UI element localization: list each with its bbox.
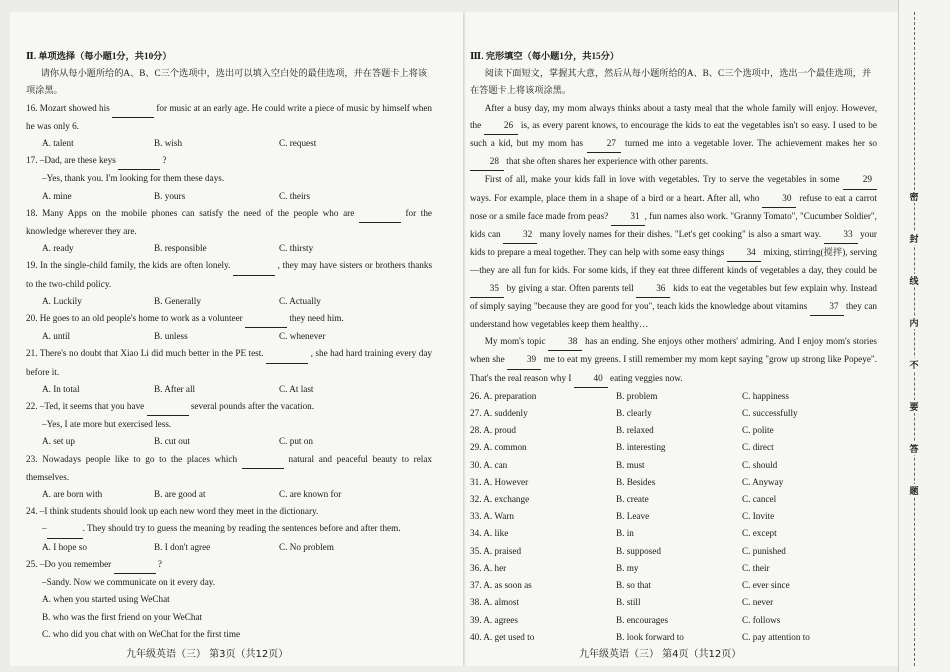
cloze-section <box>470 48 877 646</box>
option-a: A. ready <box>42 243 74 254</box>
option-b: B. cut out <box>154 436 190 447</box>
question-text-before: In the single-child family, the kids are often lonely. <box>40 260 231 271</box>
option-c: C. pay attention to <box>742 631 810 642</box>
option-b: B. must <box>616 459 645 470</box>
option-a: 36. A. her <box>470 562 507 573</box>
option-a: A. I hope so <box>42 541 87 552</box>
cloze-blank: 31 <box>611 208 645 226</box>
question-stem <box>26 152 432 170</box>
option-c: C. whenever <box>279 331 326 342</box>
dialogue-line: –Sandy. Now we communicate on it every day. <box>42 577 216 588</box>
option-a: A. when you started using WeChat <box>42 594 170 605</box>
option-b: B. clearly <box>616 408 652 419</box>
passage-text: by giving a star. Often parents tell <box>504 282 637 293</box>
option-b: B. are good at <box>154 489 206 500</box>
question-item <box>26 451 432 504</box>
question-item <box>26 345 432 398</box>
option-a: A. until <box>42 331 71 342</box>
cloze-blank: 33 <box>824 226 858 244</box>
question-stem <box>26 310 432 328</box>
cloze-blank: 27 <box>587 135 621 153</box>
answer-blank <box>242 451 284 469</box>
option-c: C. thirsty <box>279 243 314 254</box>
options-row <box>26 328 432 345</box>
question-text-after: natural and peaceful beauty to relax themselves. <box>26 453 432 482</box>
answer-blank <box>147 398 189 416</box>
option-c: C. No problem <box>279 541 334 552</box>
option-a: A. In total <box>42 383 80 394</box>
question-item <box>26 152 432 205</box>
question-item <box>26 310 432 345</box>
cloze-option-row <box>470 577 877 594</box>
options-row <box>26 188 432 205</box>
passage-text: me to eat my greens. I still remember my mom kept saying "grow up strong like Popeye". That's the real reason why I <box>470 354 877 383</box>
cloze-blank: 34 <box>727 244 761 262</box>
cloze-option-row <box>470 474 877 491</box>
option-b: B. my <box>616 562 639 573</box>
seal-char: 题 <box>905 484 923 497</box>
passage-text: has an ending. She enjoys other mothers' admiring. And I enjoy mom's stories when she <box>470 336 877 365</box>
cloze-option-row <box>470 422 877 439</box>
question-text-before: Nowadays people like to go to the places which <box>42 453 238 464</box>
option-a: A. set up <box>42 436 75 447</box>
answer-blank <box>47 520 83 538</box>
option-b: B. create <box>616 494 649 505</box>
question-text-before: –Do you remember <box>39 558 112 569</box>
question-stem <box>26 345 432 380</box>
dialogue-line <box>26 520 432 538</box>
answer-blank <box>266 345 308 363</box>
answer-blank <box>233 257 275 275</box>
answer-blank <box>118 152 160 170</box>
option-a: 35. A. praised <box>470 545 522 556</box>
question-item <box>26 398 432 451</box>
question-stem <box>26 205 432 240</box>
question-item <box>26 556 432 643</box>
passage-text: My mom's topic <box>484 336 549 347</box>
option-a: 29. A. common <box>470 442 527 453</box>
option-b: B. look forward to <box>616 631 684 642</box>
option-a: 30. A. can <box>470 459 508 470</box>
option-c: C. Actually <box>279 295 321 306</box>
passage-text: is, as every parent knows, to encourage the kids to eat the vegetables isn't so easy. I used to be such a kid, but my mom has <box>470 119 877 149</box>
option-b: B. so that <box>616 580 651 591</box>
option-c: C. ever since <box>742 580 790 591</box>
options-row <box>26 135 432 152</box>
question-number: 20. <box>26 313 38 324</box>
question-text-after: they need him. <box>289 313 344 324</box>
cloze-option-row <box>470 508 877 525</box>
question-text-before: –Dad, are these keys <box>39 155 116 166</box>
option-c: C. direct <box>742 442 774 453</box>
cloze-blank: 40 <box>574 370 608 388</box>
cloze-blank: 26 <box>484 117 518 135</box>
question-text-before: –I think students should look up each new word they meet in the dictionary. <box>39 506 319 517</box>
cloze-option-row <box>470 388 877 405</box>
option-c: C. their <box>742 562 770 573</box>
passage-text: kids to eat the vegetables but few explain why. Instead of simply saying "because they are good for you", teach kids the knowledge about vitamins <box>470 282 877 311</box>
question-text-before: There's no doubt that Xiao Li did much better in the PE test. <box>39 348 264 359</box>
option-b: B. encourages <box>616 614 669 625</box>
passage-paragraph <box>470 171 877 333</box>
option-b: B. relaxed <box>616 425 654 436</box>
option-b: B. Besides <box>616 476 656 487</box>
question-stem <box>26 398 432 416</box>
cloze-blank: 30 <box>762 190 796 208</box>
cloze-blank: 39 <box>507 351 541 369</box>
question-stem <box>26 451 432 486</box>
option-b: B. unless <box>154 331 188 342</box>
option-c: C. Anyway <box>742 476 784 487</box>
cloze-blank: 28 <box>470 153 504 171</box>
question-text-after: for the knowledge wherever they are. <box>26 207 433 237</box>
option-c: C. happiness <box>742 390 789 401</box>
question-number: 21. <box>26 348 38 359</box>
answer-blank <box>112 100 154 118</box>
option-a: 31. A. However <box>470 476 529 487</box>
seal-char: 答 <box>905 442 923 455</box>
question-text-after: ? <box>157 558 162 569</box>
dialogue-line: –Yes, thank you. I'm looking for them these days. <box>42 173 225 184</box>
passage-text: First of all, make your kids fall in love with vegetables. Try to serve the vegetables in some <box>484 174 843 185</box>
option-c: C. who did you chat with on WeChat for the first time <box>42 628 241 639</box>
option-a: A. are born with <box>42 489 103 500</box>
question-stem <box>26 503 432 520</box>
option-c: C. follows <box>742 614 781 625</box>
option-a: 33. A. Warn <box>470 511 515 522</box>
option-c: C. polite <box>742 425 774 436</box>
option-a: A. Luckily <box>42 295 82 306</box>
question-text-before: Many Apps on the mobile phones can satisfy the need of the people who are <box>42 207 355 218</box>
option-b: B. responsible <box>154 243 207 254</box>
cloze-blank: 32 <box>503 226 537 244</box>
question-number: 16. <box>26 102 38 113</box>
page-footer: 九年级英语（三） 第3页（共12页） <box>126 649 289 660</box>
option-c: C. Invite <box>742 511 775 522</box>
option-c: C. except <box>742 528 777 539</box>
question-stem <box>26 100 432 135</box>
question-item <box>26 205 432 258</box>
section-title: Ⅲ. 完形填空（每小题1分，共15分） <box>470 51 620 61</box>
question-number: 24. <box>26 506 38 517</box>
cloze-option-row <box>470 612 877 629</box>
cloze-option-row <box>470 560 877 577</box>
options-row <box>26 381 432 398</box>
option-a: 34. A. like <box>470 528 509 539</box>
options-row <box>26 293 432 310</box>
answer-blank <box>114 556 156 574</box>
option-b: B. interesting <box>616 442 666 453</box>
question-text-before: Mozart showed his <box>39 102 110 113</box>
seal-char: 不 <box>905 358 923 371</box>
option-b: B. who was the first friend on your WeChat <box>42 611 203 622</box>
cloze-option-row <box>470 594 877 611</box>
option-a: 39. A. agrees <box>470 614 518 625</box>
seal-char: 封 <box>905 232 923 245</box>
question-stem <box>26 257 432 292</box>
passage-paragraph <box>470 333 877 388</box>
options-row <box>26 240 432 257</box>
page-footer: 九年级英语（三） 第4页（共12页） <box>579 649 742 660</box>
option-c: C. punished <box>742 545 786 556</box>
cloze-option-row <box>470 491 877 508</box>
seal-line <box>914 12 915 666</box>
option-c: C. put on <box>279 436 313 447</box>
passage-text: that she often shares her experience with other parents. <box>504 156 709 167</box>
option-a: 40. A. get used to <box>470 631 535 642</box>
passage-text: many lovely names for their dishes. "Let's get cooking" is also a smart way. <box>537 229 824 240</box>
option-a: A. talent <box>42 138 74 149</box>
binding-strip <box>898 0 950 672</box>
dialogue-line: –Yes, I ate more but exercised less. <box>42 419 172 430</box>
passage-paragraph <box>470 100 877 172</box>
option-c: C. At last <box>279 383 314 394</box>
option-b: B. yours <box>154 190 186 201</box>
option-b: B. still <box>616 597 641 608</box>
option-a: A. mine <box>42 190 72 201</box>
cloze-blank: 35 <box>470 280 504 298</box>
option-b: B. supposed <box>616 545 661 556</box>
answer-blank <box>245 310 287 328</box>
passage-text: eating veggies now. <box>607 372 683 383</box>
option-b: B. Leave <box>616 511 650 522</box>
question-number: 23. <box>26 453 38 464</box>
seal-char: 内 <box>905 316 923 329</box>
cloze-blank: 29 <box>843 171 877 189</box>
passage-text: ways. For example, place them in a shape of a bird or a heart. After all, who <box>470 192 763 203</box>
option-c: C. cancel <box>742 494 777 505</box>
option-b: B. problem <box>616 390 658 401</box>
question-item <box>26 100 432 153</box>
dialogue-text: . They should try to guess the meaning by reading the sentences before and after them. <box>82 523 401 534</box>
passage-text: After a busy day, my mom always thinks about a tasty meal that the whole family will enjoy. However, the <box>470 102 877 130</box>
option-c: C. should <box>742 459 778 470</box>
cloze-option-row <box>470 543 877 560</box>
cloze-option-row <box>470 439 877 456</box>
option-a: 32. A. exchange <box>470 494 530 505</box>
option-a: 28. A. proud <box>470 425 516 436</box>
option-a: 27. A. suddenly <box>470 408 528 419</box>
cloze-option-row <box>470 525 877 542</box>
question-text-after: several pounds after the vacation. <box>190 401 315 412</box>
cloze-option-row <box>470 629 877 646</box>
option-a: 26. A. preparation <box>470 390 537 401</box>
answer-blank <box>359 205 401 223</box>
passage-text: mixing, stirring(搅拌), serving—they are all fun for kids. For some kids, if they eat three different kinds of vegetables a day, they could be <box>470 247 877 276</box>
cloze-options <box>470 388 877 646</box>
option-b: B. After all <box>154 383 196 394</box>
option-b: B. in <box>616 528 634 539</box>
question-text-after: , they may have sisters or brothers thanks to the two-child policy. <box>26 260 433 289</box>
seal-char: 要 <box>905 400 923 413</box>
cloze-blank: 38 <box>548 333 582 351</box>
question-text-before: He goes to an old people's home to work as a volunteer <box>39 313 243 324</box>
question-item <box>26 503 432 556</box>
question-text-before: –Ted, it seems that you have <box>39 401 145 412</box>
options-row <box>26 433 432 450</box>
option-c: C. successfully <box>742 408 798 419</box>
passage-text: they can understand how vegetables keep them healthy… <box>470 300 877 330</box>
section-instructions: 阅读下面短文，掌握其大意，然后从每小题所给的A、B、C三个选项中，选出一个最佳选项，并在答题卡上将该项涂黑。 <box>470 68 872 96</box>
question-item <box>26 257 432 310</box>
passage-text: , fun names also work. "Granny Tomato", "Cucumber Soldier", kids can <box>470 210 877 240</box>
dialogue-dash: – <box>42 523 47 534</box>
question-number: 22. <box>26 401 38 412</box>
seal-char: 密 <box>905 190 923 203</box>
cloze-option-row <box>470 457 877 474</box>
question-text-after: ? <box>162 155 167 166</box>
question-number: 17. <box>26 155 38 166</box>
passage-text: your kids to prepare a meal together. They can help with some easy things <box>470 229 877 258</box>
cloze-option-row <box>470 405 877 422</box>
question-list <box>26 100 432 643</box>
question-number: 25. <box>26 558 38 569</box>
option-b: B. I don't agree <box>154 541 211 552</box>
option-b: B. Generally <box>154 295 201 306</box>
section-title: Ⅱ. 单项选择（每小题1分，共10分） <box>26 51 172 61</box>
seal-char: 线 <box>905 274 923 287</box>
passage-text: refuse to eat a carrot nose or a smile face made from peas? <box>470 192 877 221</box>
question-number: 19. <box>26 260 38 271</box>
option-a: 37. A. as soon as <box>470 580 532 591</box>
question-text-after: for music at an early age. He could write a piece of music by himself when he was only 6. <box>26 102 433 131</box>
option-a: 38. A. almost <box>470 597 520 608</box>
cloze-passage <box>470 100 877 388</box>
options-row <box>26 486 432 503</box>
section-instructions: 请你从每小题所给的A、B、C三个选项中，选出可以填入空白处的最佳选项，并在答题卡上将该项涂黑。 <box>26 68 428 96</box>
options-row <box>26 539 432 556</box>
page-fold <box>463 12 466 666</box>
passage-text: turned me into a vegetable lover. The achievement makes her so <box>621 138 878 149</box>
question-text-after: , she had hard training every day before it. <box>26 348 432 377</box>
option-c: C. request <box>279 138 317 149</box>
option-c: C. theirs <box>279 190 311 201</box>
cloze-blank: 37 <box>810 298 844 316</box>
option-c: C. never <box>742 597 774 608</box>
cloze-blank: 36 <box>636 280 670 298</box>
question-number: 18. <box>26 207 38 218</box>
question-stem <box>26 556 432 574</box>
option-c: C. are known for <box>279 489 342 500</box>
option-b: B. wish <box>154 138 183 149</box>
single-choice-section <box>26 48 432 643</box>
